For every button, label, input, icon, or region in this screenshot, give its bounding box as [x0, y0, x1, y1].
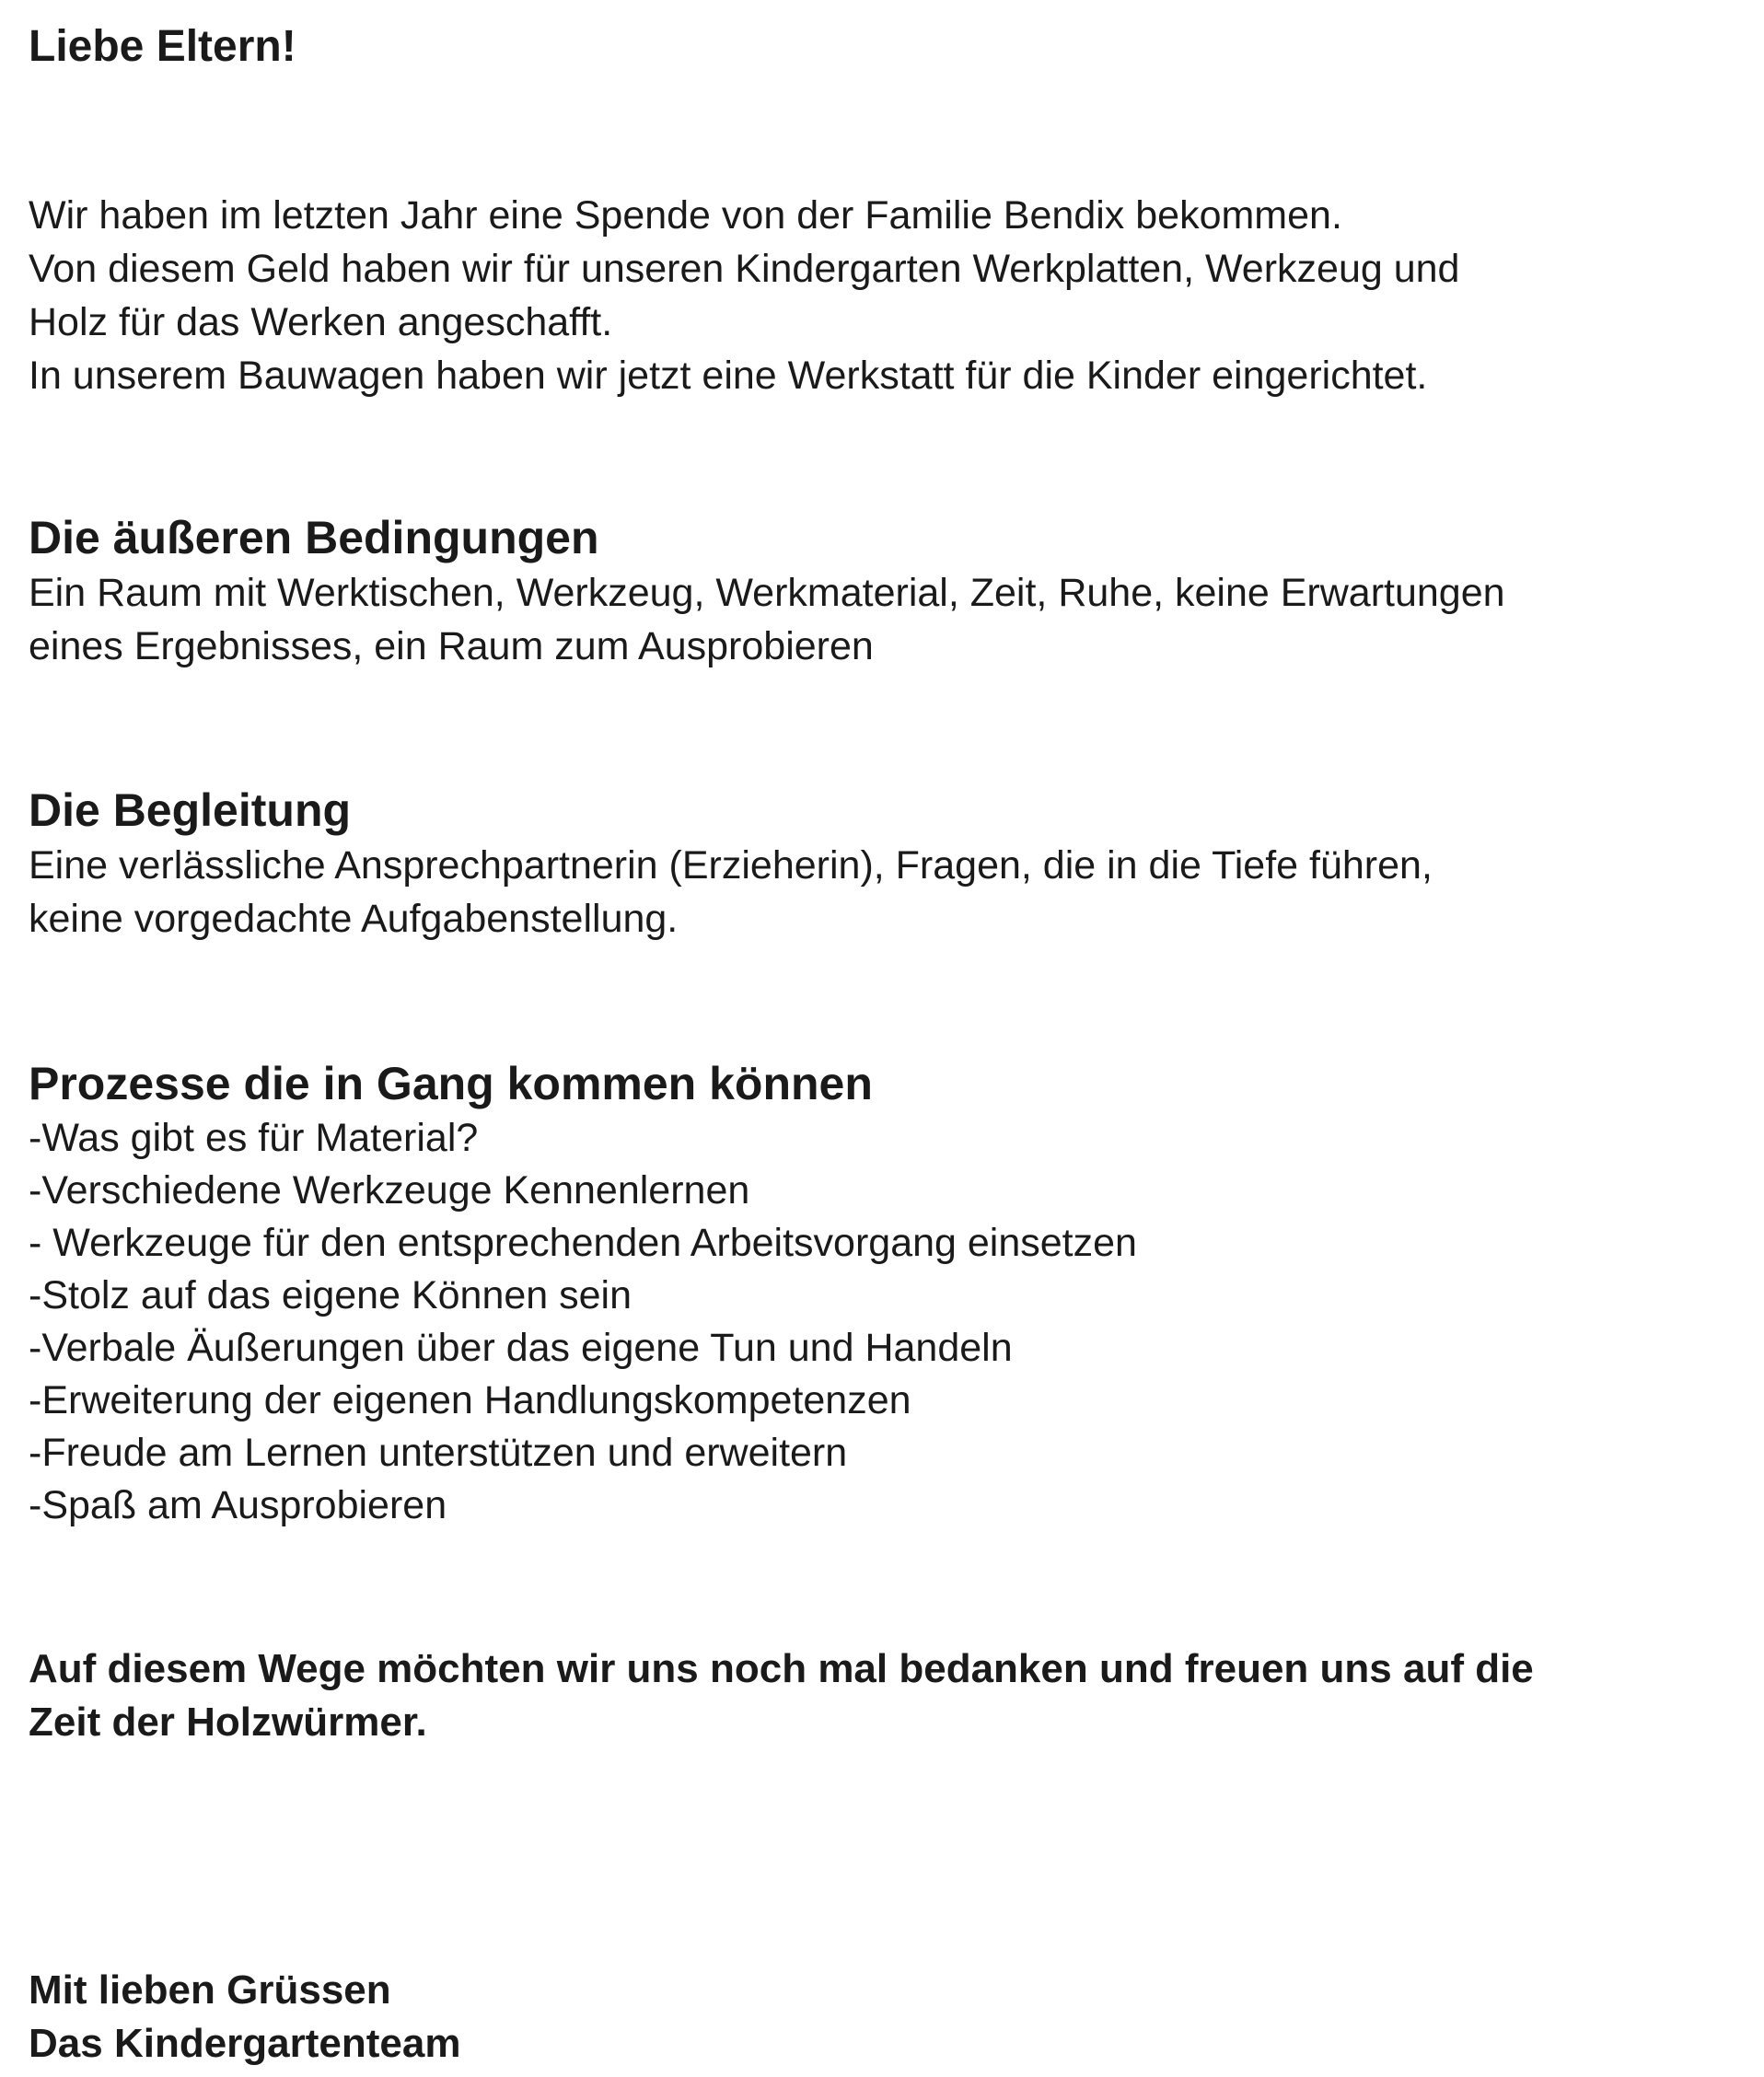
closing-paragraph	[29, 1642, 1750, 1749]
section-heading: Die äußeren Bedingungen	[29, 512, 599, 563]
section-processes	[29, 1055, 1750, 1532]
list-item: - Werkzeuge für den entsprechenden Arbeitsvorgang einsetzen	[29, 1221, 1137, 1265]
list-item: -Verschiedene Werkzeuge Kennenlernen	[29, 1168, 750, 1213]
section-line: Eine verlässliche Ansprechpartnerin (Erzieherin), Fragen, die in die Tiefe führen,	[29, 843, 1433, 888]
section-conditions	[29, 509, 1750, 673]
section-guidance	[29, 782, 1750, 946]
list-item: -Verbale Äußerungen über das eigene Tun und Handeln	[29, 1326, 1013, 1370]
section-line: eines Ergebnisses, ein Raum zum Ausprobieren	[29, 624, 874, 668]
list-item: -Spaß am Ausprobieren	[29, 1483, 447, 1527]
section-line: Ein Raum mit Werktischen, Werkzeug, Werkmaterial, Zeit, Ruhe, keine Erwartungen	[29, 571, 1505, 615]
intro-paragraph	[29, 189, 1750, 402]
intro-line: In unserem Bauwagen haben wir jetzt eine Werkstatt für die Kinder eingerichtet.	[29, 354, 1428, 398]
closing-line: Zeit der Holzwürmer.	[29, 1700, 427, 1745]
greeting-heading: Liebe Eltern!	[29, 22, 296, 71]
list-item: -Was gibt es für Material?	[29, 1116, 479, 1160]
closing-line: Auf diesem Wege möchten wir uns noch mal bedanken und freuen uns auf die	[29, 1646, 1534, 1691]
signature-greeting: Mit lieben Grüssen	[29, 1967, 391, 2013]
signature	[29, 1964, 1750, 2071]
process-list	[29, 1112, 1750, 1532]
intro-line: Holz für das Werken angeschafft.	[29, 300, 613, 344]
intro-line: Von diesem Geld haben wir für unseren Kindergarten Werkplatten, Werkzeug und	[29, 247, 1460, 291]
intro-line: Wir haben im letzten Jahr eine Spende von der Familie Bendix bekommen.	[29, 193, 1342, 238]
list-item: -Stolz auf das eigene Können sein	[29, 1273, 632, 1317]
signature-name: Das Kindergartenteam	[29, 2021, 461, 2066]
section-heading: Prozesse die in Gang kommen können	[29, 1058, 873, 1109]
list-item: -Erweiterung der eigenen Handlungskompetenzen	[29, 1378, 911, 1422]
section-heading: Die Begleitung	[29, 784, 352, 836]
section-line: keine vorgedachte Aufgabenstellung.	[29, 897, 679, 941]
list-item: -Freude am Lernen unterstützen und erweitern	[29, 1431, 848, 1475]
